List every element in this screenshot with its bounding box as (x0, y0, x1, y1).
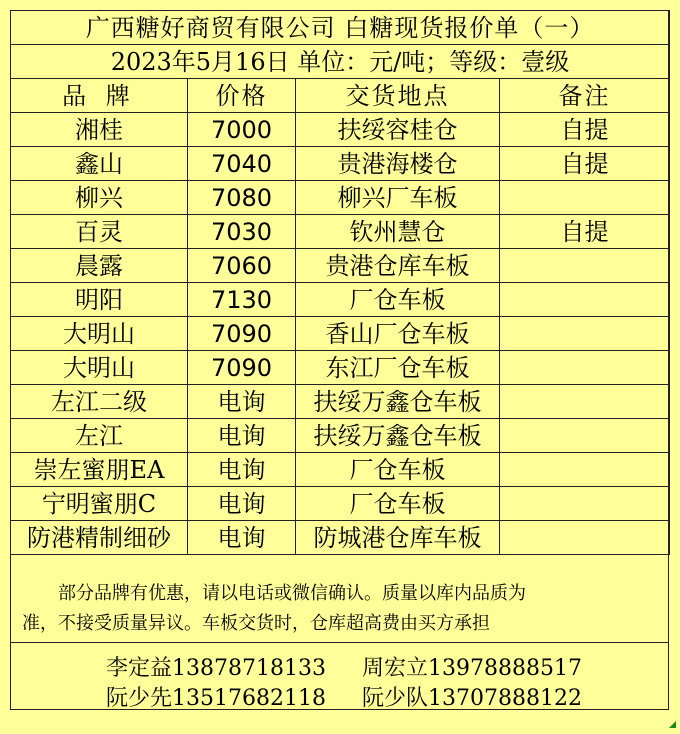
cell-note: 自提 (500, 113, 670, 147)
cell-note: 自提 (500, 215, 670, 249)
cell-note (500, 487, 670, 521)
cell-location: 东江厂仓车板 (296, 351, 500, 385)
table-row (11, 181, 670, 215)
table-row (11, 351, 670, 385)
cell-location: 香山厂仓车板 (296, 317, 500, 351)
table-row (11, 453, 670, 487)
corner-triangle-icon (669, 721, 676, 728)
header-brand: 品 牌 (11, 79, 188, 113)
cell-brand: 晨露 (11, 249, 188, 283)
cell-price: 电询 (188, 521, 296, 555)
table-row (11, 317, 670, 351)
remarks-line-1: 部分品牌有优惠，请以电话或微信确认。质量以库内品质为 (58, 583, 526, 604)
cell-location: 贵港仓库车板 (296, 249, 500, 283)
cell-location: 贵港海楼仓 (296, 147, 500, 181)
header-row (11, 79, 670, 113)
remarks (10, 571, 669, 643)
cell-price: 电询 (188, 453, 296, 487)
cell-brand: 宁明蜜朋C (11, 487, 188, 521)
header-price: 价格 (188, 79, 296, 113)
cell-location: 扶绥万鑫仓车板 (296, 419, 500, 453)
header-location: 交货地点 (296, 79, 500, 113)
table-row (11, 385, 670, 419)
cell-brand: 大明山 (11, 351, 188, 385)
cell-location: 厂仓车板 (296, 453, 500, 487)
table-row (11, 215, 670, 249)
cell-note (500, 351, 670, 385)
cell-brand: 百灵 (11, 215, 188, 249)
cell-note (500, 419, 670, 453)
cell-note (500, 385, 670, 419)
cell-note (500, 249, 670, 283)
cell-price: 7060 (188, 249, 296, 283)
cell-location: 扶绥容桂仓 (296, 113, 500, 147)
cell-location: 防城港仓库车板 (296, 521, 500, 555)
cell-brand: 明阳 (11, 283, 188, 317)
cell-price: 7090 (188, 317, 296, 351)
cell-brand: 防港精制细砂 (11, 521, 188, 555)
cell-note (500, 521, 670, 555)
cell-note (500, 181, 670, 215)
cell-price: 电询 (188, 419, 296, 453)
cell-brand: 大明山 (11, 317, 188, 351)
remarks-line-2: 准，不接受质量异议。车板交货时，仓库超高费由买方承担 (22, 613, 490, 634)
table-row (11, 249, 670, 283)
quote-table (10, 10, 670, 555)
cell-price: 7040 (188, 147, 296, 181)
cell-price: 电询 (188, 487, 296, 521)
cell-location: 钦州慧仓 (296, 215, 500, 249)
table-row (11, 147, 670, 181)
contact-3: 阮少先13517682118 (106, 686, 326, 711)
table-row (11, 283, 670, 317)
cell-location: 厂仓车板 (296, 487, 500, 521)
cell-note: 自提 (500, 147, 670, 181)
sheet-title: 广西糖好商贸有限公司 白糖现货报价单（一） (11, 11, 670, 45)
cell-price: 7030 (188, 215, 296, 249)
cell-brand: 湘桂 (11, 113, 188, 147)
cell-location: 柳兴厂车板 (296, 181, 500, 215)
cell-brand: 崇左蜜朋EA (11, 453, 188, 487)
cell-price: 7130 (188, 283, 296, 317)
header-note: 备注 (500, 79, 670, 113)
table-row (11, 419, 670, 453)
cell-brand: 左江二级 (11, 385, 188, 419)
cell-brand: 鑫山 (11, 147, 188, 181)
cell-note (500, 283, 670, 317)
table-row (11, 521, 670, 555)
cell-location: 扶绥万鑫仓车板 (296, 385, 500, 419)
cell-brand: 左江 (11, 419, 188, 453)
cell-location: 厂仓车板 (296, 283, 500, 317)
cell-price: 7080 (188, 181, 296, 215)
contact-4: 阮少队13707888122 (362, 686, 582, 711)
cell-price: 7090 (188, 351, 296, 385)
contacts (10, 650, 669, 710)
table-row (11, 113, 670, 147)
sheet-subtitle: 2023年5月16日 单位：元/吨；等级：壹级 (11, 45, 670, 79)
cell-brand: 柳兴 (11, 181, 188, 215)
table-row (11, 487, 670, 521)
cell-price: 7000 (188, 113, 296, 147)
cell-note (500, 317, 670, 351)
contact-2: 周宏立13978888517 (362, 656, 582, 681)
cell-note (500, 453, 670, 487)
cell-price: 电询 (188, 385, 296, 419)
contact-1: 李定益13878718133 (106, 656, 326, 681)
